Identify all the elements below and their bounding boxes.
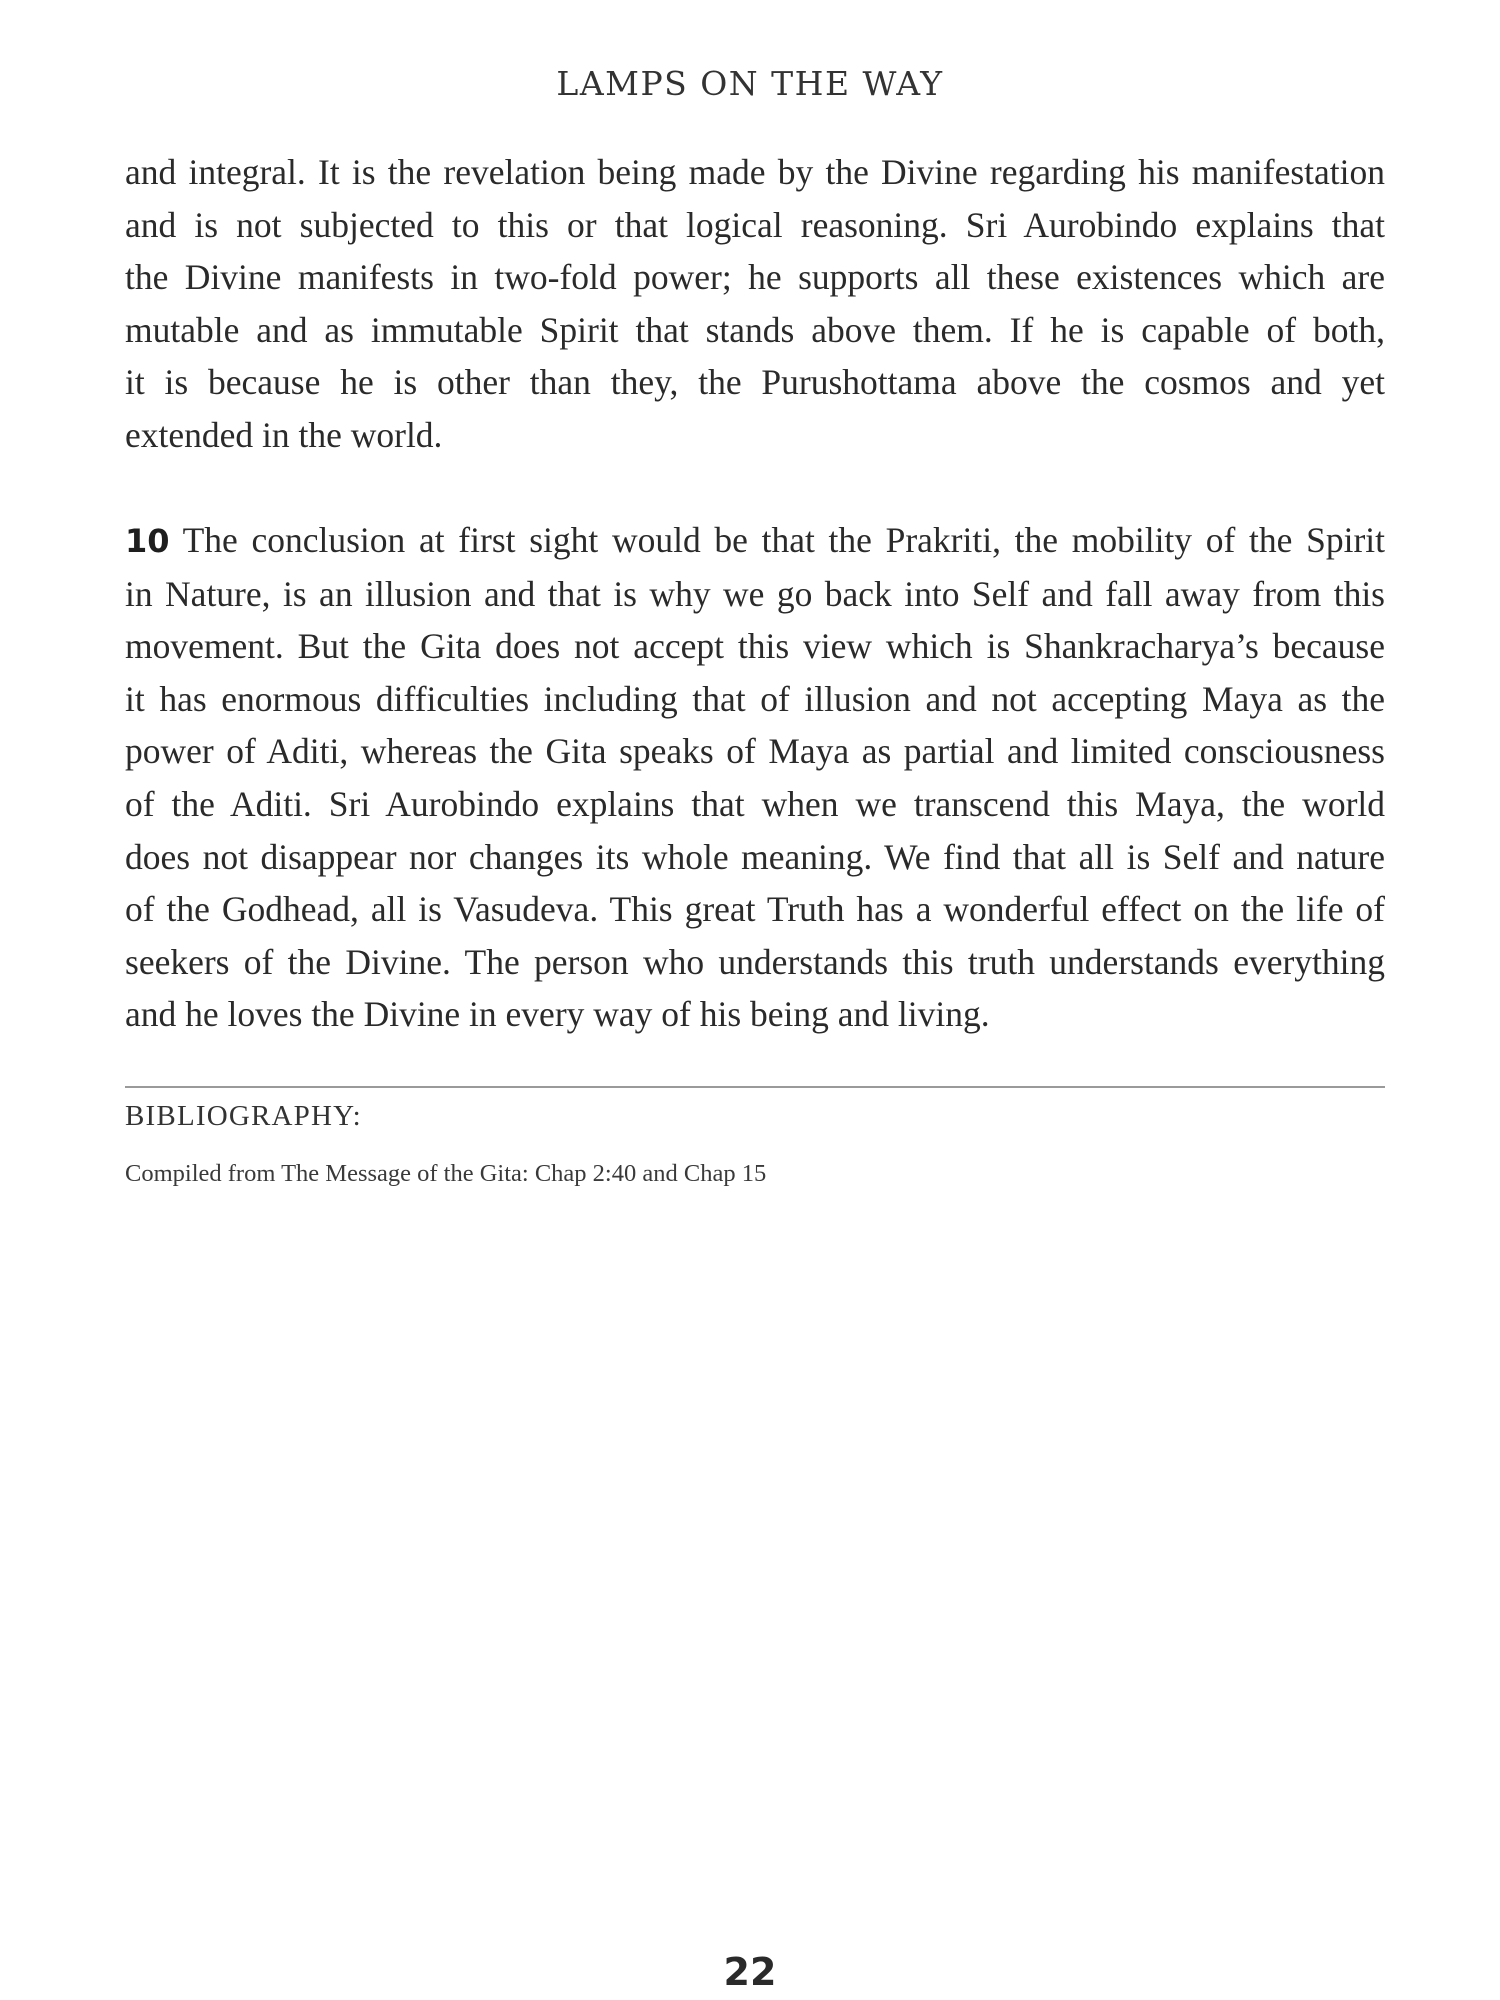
paragraph-number: 10 — [125, 522, 170, 560]
paragraph-line-text: The conclusion at first sight would be that the Prakriti, the mobility of the Spirit — [182, 520, 1385, 560]
paragraph-line: and he loves the Divine in every way of his being and living. — [125, 994, 990, 1035]
bibliography-entry: Compiled from The Message of the Gita: Chap 2:40 and Chap 15 — [125, 1160, 767, 1187]
paragraph-line — [125, 514, 1385, 568]
page-number: 22 — [723, 1950, 777, 1994]
running-head: LAMPS ON THE WAY — [556, 64, 944, 103]
paragraph-line: it has enormous difficulties including that of illusion and not accepting Maya as the — [125, 678, 1385, 719]
paragraph-line: seekers of the Divine. The person who understands this truth understands everything — [125, 941, 1385, 982]
paragraph-line: mutable and as immutable Spirit that stands above them. If he is capable of both, — [125, 309, 1385, 350]
bibliography-heading: BIBLIOGRAPHY: — [125, 1100, 362, 1132]
paragraph-line: of the Godhead, all is Vasudeva. This great Truth has a wonderful effect on the life of — [125, 889, 1385, 930]
paragraph-line: power of Aditi, whereas the Gita speaks of Maya as partial and limited consciousness — [125, 731, 1385, 772]
paragraph-line: and is not subjected to this or that logical reasoning. Sri Aurobindo explains that — [125, 204, 1385, 245]
paragraph-line: extended in the world. — [125, 414, 443, 455]
paragraph-line: does not disappear nor changes its whole meaning. We find that all is Self and nature — [125, 836, 1385, 877]
section-divider — [125, 1086, 1385, 1088]
paragraph-line: it is because he is other than they, the Purushottama above the cosmos and yet — [125, 362, 1385, 403]
paragraph-line: in Nature, is an illusion and that is why we go back into Self and fall away from this — [125, 573, 1385, 614]
paragraph-line: and integral. It is the revelation being made by the Divine regarding his manifestation — [125, 152, 1385, 192]
paragraph-line: of the Aditi. Sri Aurobindo explains that when we transcend this Maya, the world — [125, 783, 1385, 824]
paragraph-continuation — [125, 146, 1385, 462]
paragraph-line: movement. But the Gita does not accept this view which is Shankracharya’s because — [125, 626, 1385, 667]
paragraph-line: the Divine manifests in two-fold power; he supports all these existences which are — [125, 257, 1385, 298]
paragraph-10 — [125, 514, 1385, 1041]
